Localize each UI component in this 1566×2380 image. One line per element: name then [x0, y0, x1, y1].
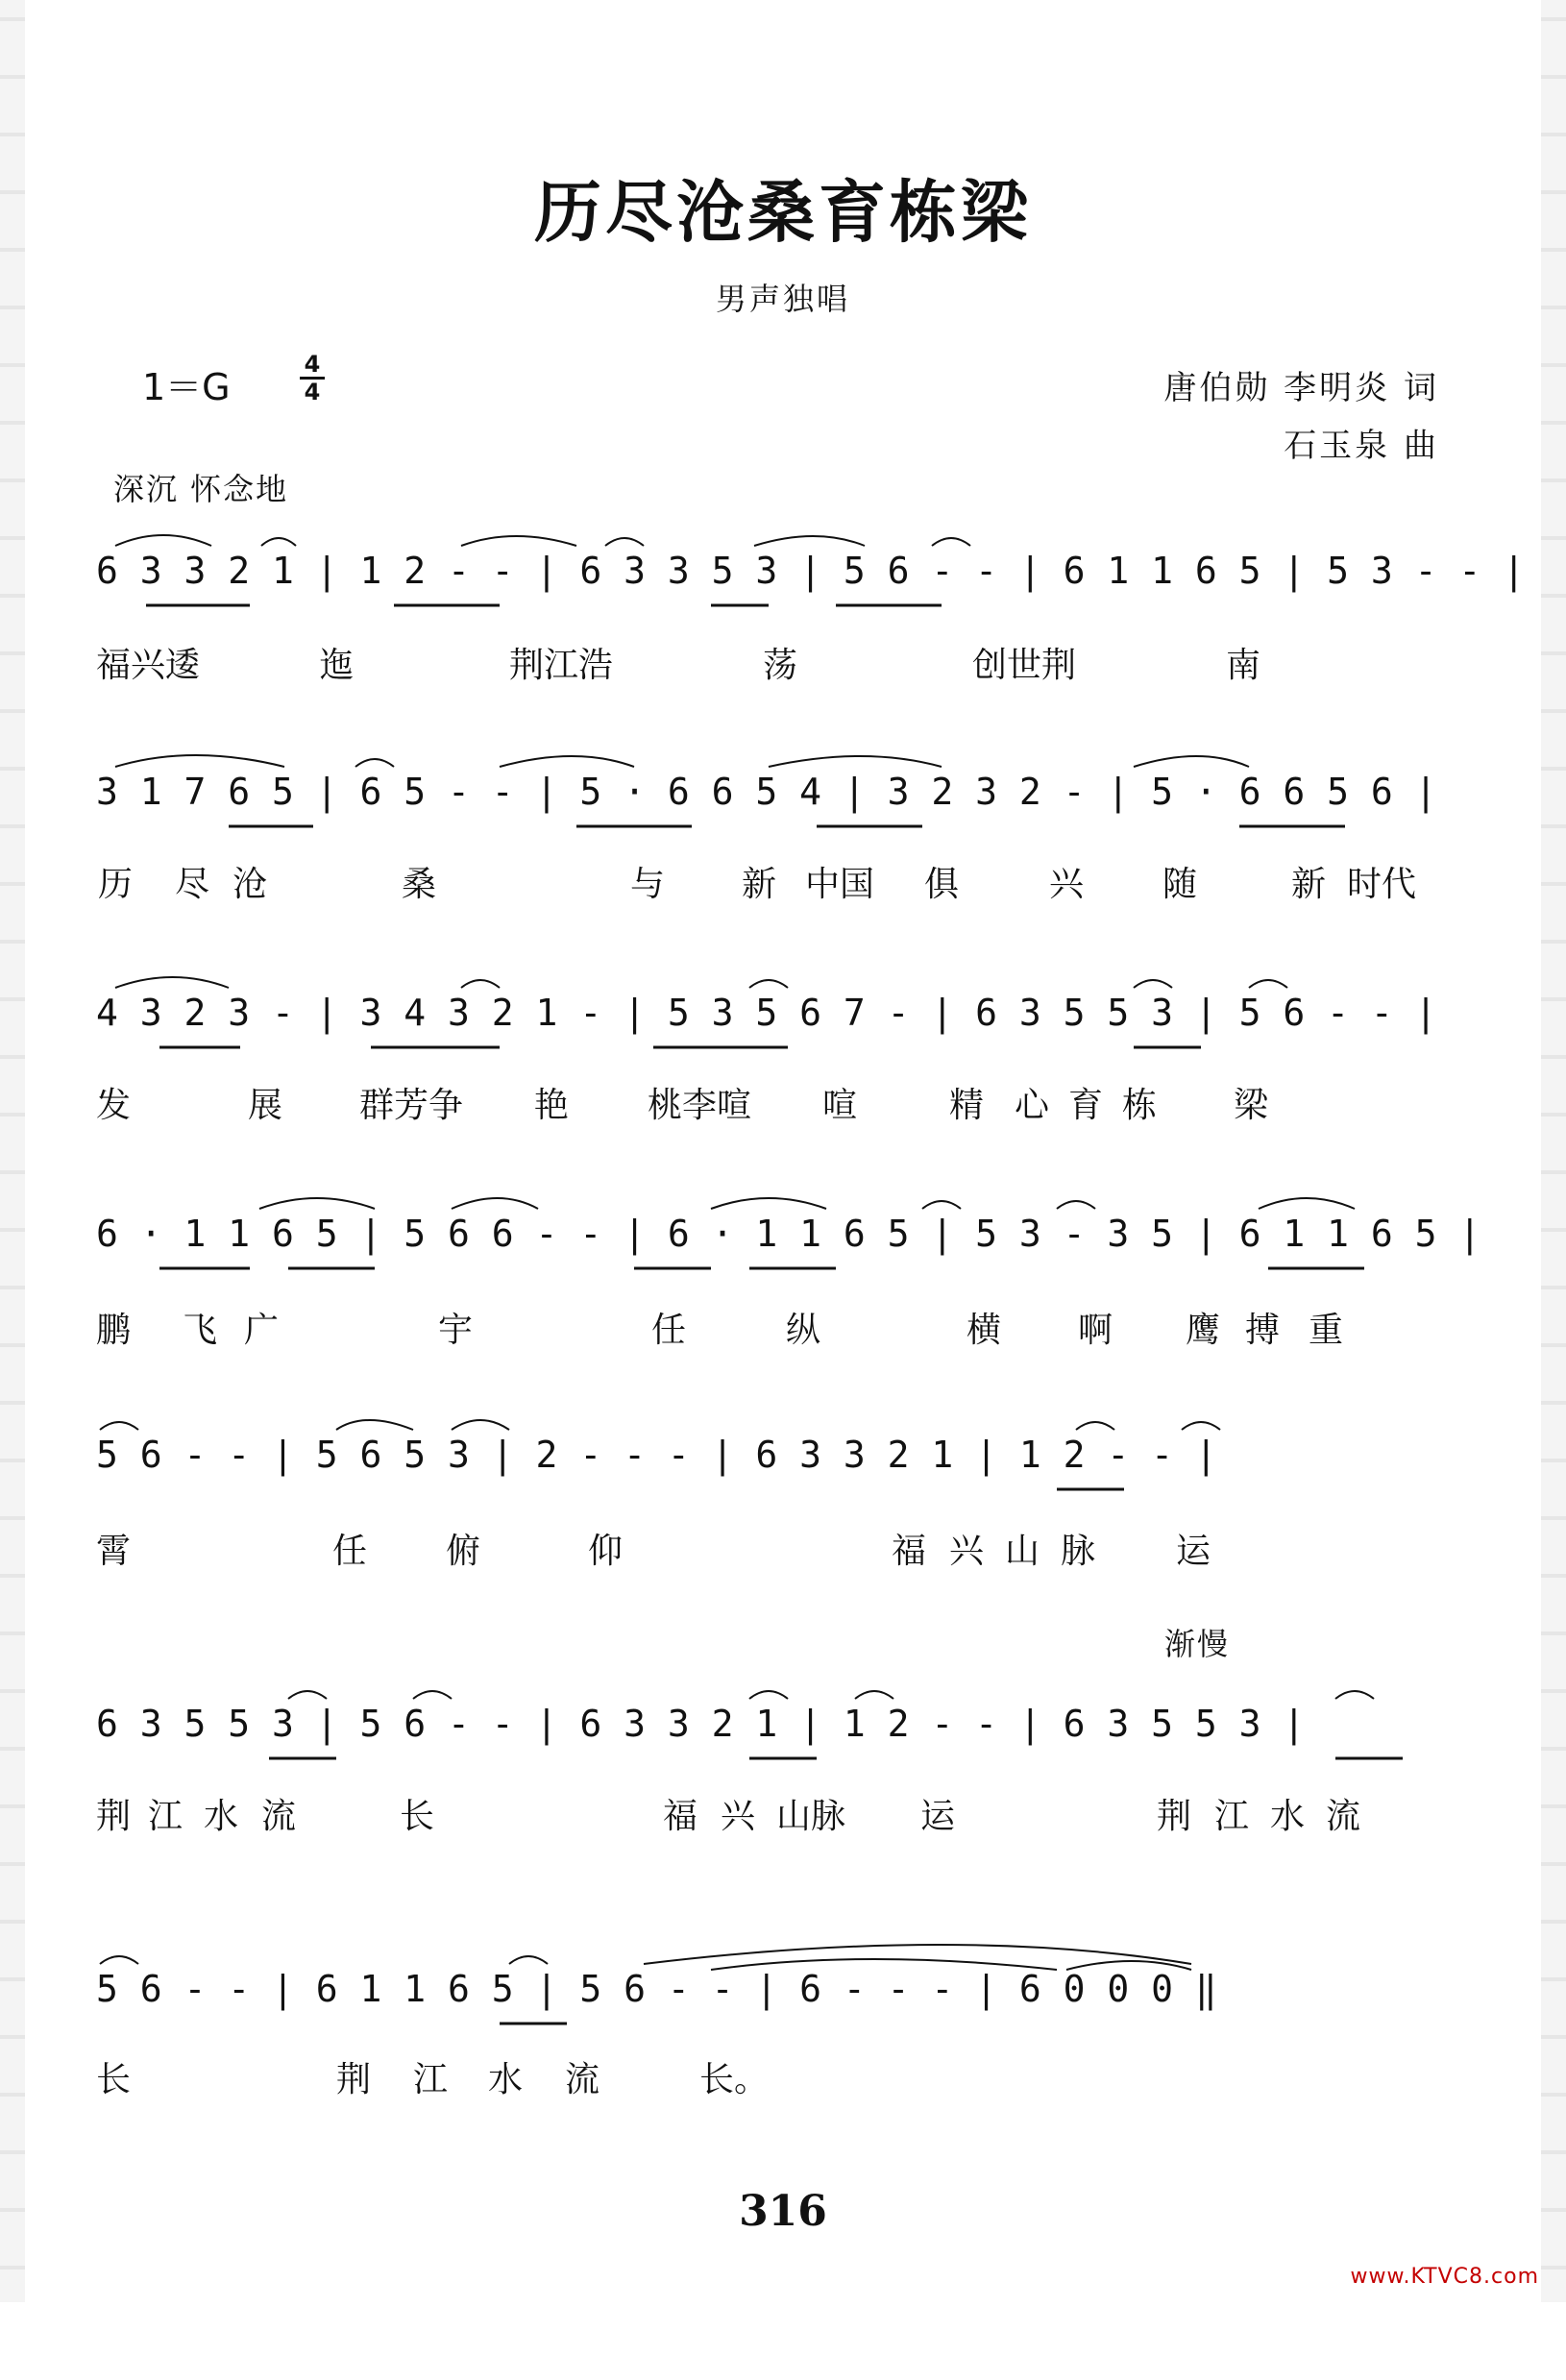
lyric-syllable: 桃李喧 — [648, 1086, 752, 1125]
notation-text: 3 1 7 6 5 | 6 5 - - | 5 · 6 6 5 4 | 3 2 3 2 - | 5 · 6 6 5 6 | — [96, 771, 1437, 813]
lyric-syllable: 霄 — [96, 1532, 132, 1571]
lyric-syllable: 展 — [248, 1086, 283, 1125]
notation-text: 6 3 3 2 1 | 1 2 - - | 6 3 3 5 3 | 5 6 - - | 6 1 1 6 5 | 5 3 - - | — [96, 550, 1526, 592]
lyric-syllable: 新 — [742, 865, 777, 904]
lyric-syllable: 时代 — [1347, 865, 1417, 904]
lyric-syllable: 历 — [98, 865, 134, 904]
lyric-syllable: 水 — [1270, 1797, 1306, 1836]
lyric-syllable: 心 — [1015, 1086, 1050, 1125]
notation-text: 4 3 2 3 - | 3 4 3 2 1 - | 5 3 5 6 7 - | 6 3 5 5 3 | 5 6 - - | — [96, 992, 1437, 1034]
lyric-syllable: 迤 — [319, 646, 355, 685]
lyric-syllable: 荆江浩 — [509, 646, 614, 685]
lyric-syllable: 荡 — [763, 646, 798, 685]
notation-text: 6 3 5 5 3 | 5 6 - - | 6 3 3 2 1 | 1 2 - - | 6 3 5 5 3 | — [96, 1703, 1306, 1745]
lyric-syllable: 艳 — [534, 1086, 570, 1125]
lyric-syllable: 纵 — [786, 1311, 821, 1350]
lyric-syllable: 鹰 — [1186, 1311, 1221, 1350]
lyric-syllable: 长 — [400, 1797, 435, 1836]
lyric-syllable: 南 — [1226, 646, 1261, 685]
lyric-syllable: 横 — [967, 1311, 1002, 1350]
composer-credit: 石玉泉 曲 — [1284, 427, 1439, 465]
lyric-syllable: 精 — [949, 1086, 985, 1125]
lyric-syllable: 福兴逶 — [96, 646, 201, 685]
lyric-syllable: 兴 — [1049, 865, 1085, 904]
notation-text: 6 · 1 1 6 5 | 5 6 6 - - | 6 · 1 1 6 5 | 5 3 - 3 5 | 6 1 1 6 5 | — [96, 1213, 1481, 1255]
tempo-marking: 深沉 怀念地 — [113, 471, 289, 507]
lyric-syllable: 搏 — [1245, 1311, 1281, 1350]
notation-line-4 — [96, 1213, 1481, 1289]
lyric-syllable: 脉 — [1061, 1532, 1096, 1571]
time-signature-top: 4 — [304, 351, 321, 378]
lyric-syllable: 俯 — [446, 1532, 481, 1571]
lyric-syllable: 俱 — [924, 865, 960, 904]
notation-line-7 — [96, 1968, 1451, 2045]
lyric-syllable: 流 — [261, 1797, 297, 1836]
lyric-syllable: 啊 — [1078, 1311, 1113, 1350]
lyric-syllable: 运 — [1176, 1532, 1211, 1571]
notation-text: 5 6 - - | 5 6 5 3 | 2 - - - | 6 3 3 2 1 | 1 2 - - | — [96, 1434, 1217, 1476]
lyric-line-1 — [96, 638, 1460, 686]
lyric-syllable: 任 — [651, 1311, 687, 1350]
lyric-syllable: 山脉 — [776, 1797, 846, 1836]
time-signature — [298, 352, 327, 405]
lyric-syllable: 江 — [413, 2060, 449, 2099]
lyric-syllable: 沧 — [232, 865, 268, 904]
lyric-syllable: 荆 — [336, 2060, 372, 2099]
lyric-syllable: 流 — [565, 2060, 600, 2099]
lyric-line-4 — [96, 1303, 1460, 1351]
lyric-syllable: 创世荆 — [972, 646, 1077, 685]
lyric-syllable: 重 — [1309, 1311, 1344, 1350]
lyric-syllable: 新 — [1291, 865, 1327, 904]
lyric-line-7 — [96, 2052, 1460, 2100]
lyric-line-2 — [96, 857, 1460, 905]
lyric-syllable: 发 — [96, 1086, 132, 1125]
lyric-syllable: 水 — [204, 1797, 239, 1836]
lyric-syllable: 水 — [488, 2060, 524, 2099]
lyric-syllable: 栋 — [1122, 1086, 1158, 1125]
lyric-syllable: 与 — [630, 865, 666, 904]
lyric-syllable: 荆 — [1157, 1797, 1192, 1836]
site-watermark[interactable]: www.KTVC8.com — [1350, 2265, 1539, 2289]
lyric-syllable: 长 — [96, 2060, 132, 2099]
lyric-syllable: 兴 — [949, 1532, 985, 1571]
lyric-syllable: 兴 — [721, 1797, 756, 1836]
lyric-syllable: 山 — [1005, 1532, 1040, 1571]
lyric-syllable: 江 — [148, 1797, 184, 1836]
notation-line-6 — [96, 1703, 1451, 1779]
notation-line-3 — [96, 992, 1451, 1068]
notation-text: 5 6 - - | 6 1 1 6 5 | 5 6 - - | 6 - - - | 6 0 0 0 ‖ — [96, 1968, 1217, 2010]
lyric-syllable: 运 — [920, 1797, 956, 1836]
lyric-syllable: 中国 — [805, 865, 875, 904]
lyric-syllable: 育 — [1068, 1086, 1104, 1125]
key-signature: 1＝G — [142, 366, 231, 408]
right-margin-strip — [1541, 0, 1566, 2302]
lyricist-credit: 唐伯勋 李明炎 词 — [1163, 369, 1439, 407]
lyric-syllable: 飞 — [183, 1311, 218, 1350]
left-margin-strip — [0, 0, 25, 2302]
notation-line-2 — [96, 771, 1451, 847]
lyric-syllable: 福 — [663, 1797, 698, 1836]
notation-line-5 — [96, 1434, 1451, 1510]
lyric-syllable: 流 — [1326, 1797, 1361, 1836]
time-signature-bottom: 4 — [304, 379, 321, 405]
notation-line-1 — [96, 550, 1526, 626]
lyric-syllable: 荆 — [96, 1797, 132, 1836]
page-number: 316 — [739, 2187, 827, 2236]
song-title: 历尽沧桑育栋梁 — [534, 172, 1032, 252]
lyric-syllable: 随 — [1162, 865, 1198, 904]
lyric-syllable: 江 — [1214, 1797, 1250, 1836]
lyric-syllable: 长。 — [699, 2060, 770, 2099]
lyric-line-5 — [96, 1524, 1460, 1572]
lyric-syllable: 宇 — [438, 1311, 474, 1350]
lyric-syllable: 梁 — [1234, 1086, 1269, 1125]
ritardando-marking: 渐慢 — [1164, 1626, 1231, 1662]
lyric-line-3 — [96, 1078, 1460, 1126]
lyric-syllable: 尽 — [175, 865, 210, 904]
song-subtitle: 男声独唱 — [715, 281, 850, 317]
lyric-syllable: 喧 — [822, 1086, 858, 1125]
lyric-line-6 — [96, 1789, 1460, 1837]
lyric-syllable: 福 — [892, 1532, 927, 1571]
lyric-syllable: 任 — [332, 1532, 368, 1571]
lyric-syllable: 鹏 — [96, 1311, 132, 1350]
lyric-syllable: 广 — [244, 1311, 280, 1350]
lyric-syllable: 桑 — [402, 865, 437, 904]
lyric-syllable: 仰 — [588, 1532, 624, 1571]
lyric-syllable: 群芳争 — [359, 1086, 464, 1125]
